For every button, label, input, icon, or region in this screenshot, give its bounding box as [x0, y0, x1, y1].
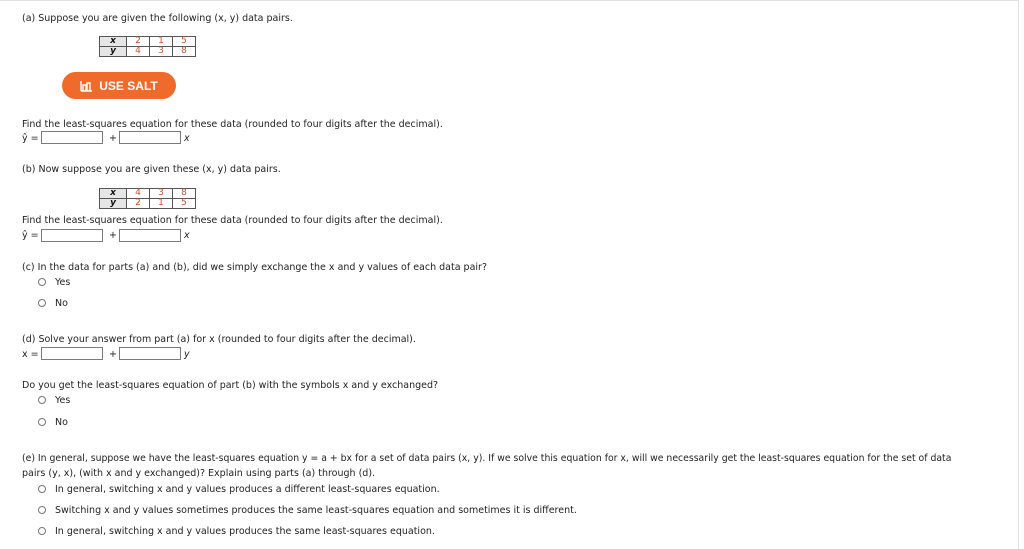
- part-d-x-label: x =: [22, 349, 39, 360]
- part-b-prompt: Find the least-squares equation for these data (rounded to four digits after the decimal).: [22, 215, 443, 226]
- table-b-x-2: 3: [150, 189, 173, 199]
- part-d-yes-radio[interactable]: [38, 396, 46, 404]
- data-table-b: [99, 188, 196, 209]
- part-e-option1-label: In general, switching x and y values produces a different least-squares equation.: [55, 484, 440, 495]
- table-b-y-2: 1: [150, 199, 173, 209]
- data-table-a: [99, 36, 196, 57]
- part-c-question: (c) In the data for parts (a) and (b), did we simply exchange the x and y values of each data pair?: [22, 262, 487, 273]
- part-d-yes-label: Yes: [55, 395, 71, 406]
- part-a-intro: (a) Suppose you are given the following (x, y) data pairs.: [22, 13, 293, 24]
- table-a-y-2: 3: [150, 47, 173, 57]
- part-a-yhat-label: ŷ =: [22, 133, 39, 144]
- part-c-yes-label: Yes: [55, 277, 71, 288]
- table-b-y-1: 2: [127, 199, 150, 209]
- part-b-intro: (b) Now suppose you are given these (x, y) data pairs.: [22, 164, 281, 175]
- part-c-no-radio[interactable]: [38, 299, 46, 307]
- part-d-no-radio[interactable]: [38, 418, 46, 426]
- part-e-option1-radio[interactable]: [38, 485, 46, 493]
- part-a-slope-input[interactable]: [119, 131, 181, 144]
- table-a-y-1: 4: [127, 47, 150, 57]
- part-e-question-line2: pairs (y, x), (with x and y exchanged)? Explain using parts (a) through (d).: [22, 468, 376, 479]
- table-a-x-1: 2: [127, 37, 150, 47]
- part-e-question-line1: (e) In general, suppose we have the least-squares equation y = a + bx for a set of data pairs (x, y). If we solve this equation for x, will we necessarily get the least-squares equation for the set of data: [22, 453, 952, 464]
- table-a-x-3: 5: [173, 37, 196, 47]
- part-c-no-label: No: [55, 298, 68, 309]
- part-b-x-var: x: [184, 230, 190, 241]
- part-e-option3-radio[interactable]: [38, 527, 46, 535]
- part-c-yes-radio[interactable]: [38, 278, 46, 286]
- part-a-intercept-input[interactable]: [41, 131, 103, 144]
- part-a-prompt: Find the least-squares equation for these data (rounded to four digits after the decimal).: [22, 119, 443, 130]
- part-b-plus: +: [109, 230, 117, 241]
- part-b-yhat-label: ŷ =: [22, 230, 39, 241]
- table-a-x-header: x: [100, 37, 127, 47]
- table-b-x-3: 8: [173, 189, 196, 199]
- part-a-x-var: x: [184, 133, 190, 144]
- table-a-y-3: 8: [173, 47, 196, 57]
- part-d-plus: +: [109, 349, 117, 360]
- part-e-option2-label: Switching x and y values sometimes produces the same least-squares equation and sometimes it is different.: [55, 505, 577, 516]
- table-b-y-header: y: [100, 199, 127, 209]
- salt-icon: [80, 80, 93, 92]
- part-e-option3-label: In general, switching x and y values produces the same least-squares equation.: [55, 526, 435, 537]
- part-d-question: Do you get the least-squares equation of part (b) with the symbols x and y exchanged?: [22, 380, 439, 391]
- table-b-x-1: 4: [127, 189, 150, 199]
- part-d-y-var: y: [184, 349, 190, 360]
- use-salt-button[interactable]: [62, 72, 176, 99]
- use-salt-label: USE SALT: [99, 78, 158, 93]
- table-a-y-header: y: [100, 47, 127, 57]
- part-a-plus: +: [109, 133, 117, 144]
- table-b-x-header: x: [100, 189, 127, 199]
- part-d-slope-input[interactable]: [119, 347, 181, 360]
- table-a-x-2: 1: [150, 37, 173, 47]
- part-e-option2-radio[interactable]: [38, 506, 46, 514]
- part-d-no-label: No: [55, 417, 68, 428]
- part-d-prompt: (d) Solve your answer from part (a) for x (rounded to four digits after the decimal).: [22, 334, 416, 345]
- part-d-intercept-input[interactable]: [41, 347, 103, 360]
- part-b-intercept-input[interactable]: [41, 229, 103, 242]
- part-b-slope-input[interactable]: [119, 229, 181, 242]
- table-b-y-3: 5: [173, 199, 196, 209]
